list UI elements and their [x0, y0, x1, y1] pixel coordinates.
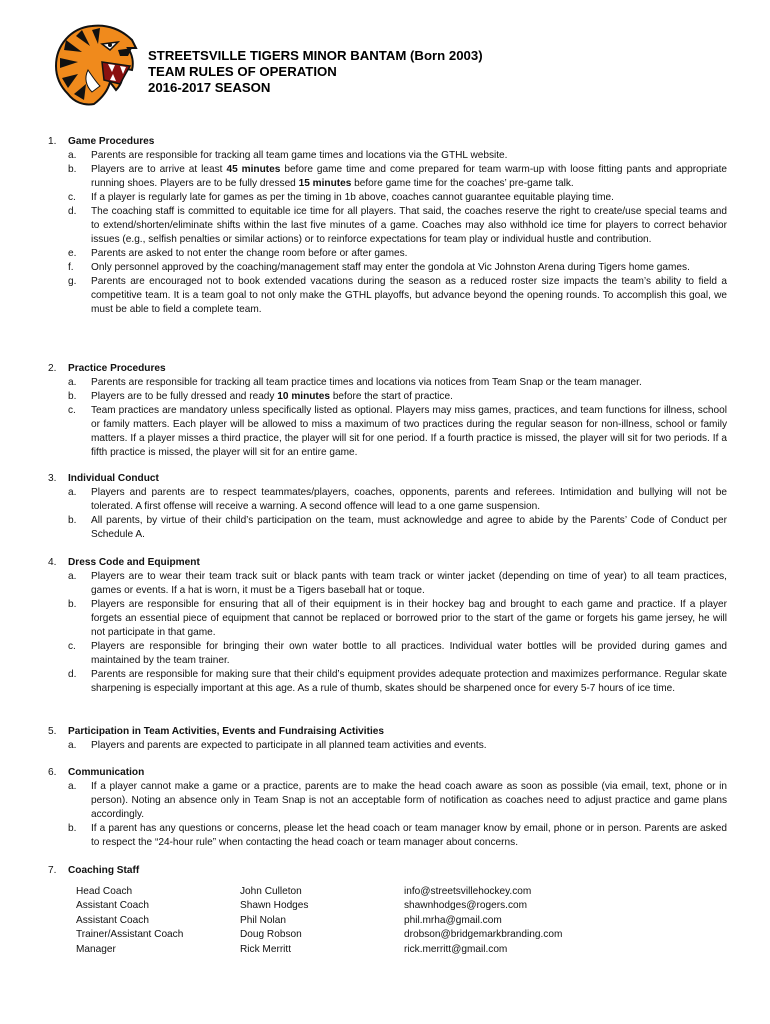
staff-name: Shawn Hodges: [240, 900, 309, 912]
rule-text: If a player cannot make a game or a practice, parents are to make the head coach aware as soon as possible (via email, text, phone or in person). Noting an absence only in Team Snap is not an acceptable form of notification as coaches need to adjust practice and game plans accordingly.: [91, 781, 727, 820]
rule-item: [0, 191, 770, 205]
rule-item: [0, 739, 770, 753]
rule-text: All parents, by virtue of their child’s participation on the team, must acknowledge and agree to abide by the Parents’ Code of Conduct per Schedule A.: [91, 515, 727, 540]
title-line-rules: TEAM RULES OF OPERATION: [148, 64, 337, 79]
emphasized-duration: 10 minutes: [277, 391, 331, 402]
section-heading: [0, 472, 770, 486]
tiger-head-logo-icon: [52, 22, 138, 106]
rule-item: [0, 668, 770, 696]
section-number: 1.: [48, 136, 57, 147]
staff-email[interactable]: info@streetsvillehockey.com: [404, 886, 532, 897]
section-heading: [0, 766, 770, 780]
staff-row: [76, 899, 676, 913]
rule-item: [0, 149, 770, 163]
section-individual-conduct: [0, 472, 770, 542]
coaching-staff-table: [76, 885, 676, 957]
rule-text: Parents are responsible for tracking all team practice times and locations via notices from Team Snap or the team manager.: [91, 377, 642, 388]
rule-text: Players are responsible for ensuring that all of their equipment is in their hockey bag and brought to each game and practice. If a player forgets an essential piece of equipment that cannot be replaced or borrowed prior to the start of the game or forgets his game jersey, he will not participate in that game.: [91, 599, 727, 638]
staff-row: [76, 928, 676, 942]
rule-item: [0, 404, 770, 460]
staff-email[interactable]: rick.merritt@gmail.com: [404, 943, 508, 955]
rule-item: [0, 376, 770, 390]
section-heading: [0, 362, 770, 376]
section-heading: [0, 725, 770, 739]
rule-text: Team practices are mandatory unless specifically listed as optional. Players may miss games, practices, and team functions for illness, school or family matters. Each player will be allowed to miss a maximum of two practices during the regular season for non-illness, school or family matters. If a player misses a third practice, the player will sit for one period. If a fourth practice is missed, the player will sit for two periods. If a fifth practice is missed, the player will sit for an entire game.: [91, 405, 727, 458]
staff-email[interactable]: drobson@bridgemarkbranding.com: [404, 929, 563, 941]
section-title: Individual Conduct: [68, 473, 159, 484]
section-title: Game Procedures: [68, 136, 155, 147]
rule-letter: c.: [68, 192, 76, 203]
rule-letter: d.: [68, 206, 77, 217]
rule-text: Parents are responsible for making sure that their child’s equipment provides adequate protection and maximizes performance. Regular skate sharpening is especially important at this age. As a rule of thumb, skates should be sharpened once for every 5-7 hours of ice time.: [91, 669, 727, 694]
section-number: 3.: [48, 473, 57, 484]
section-game-procedures: [0, 135, 770, 317]
title-line-season: 2016-2017 SEASON: [148, 80, 271, 95]
rule-item: [0, 514, 770, 542]
rule-text: If a player is regularly late for games as per the timing in 1b above, coaches cannot guarantee equitable playing time.: [91, 192, 614, 203]
staff-row: [76, 885, 676, 899]
rule-text: Parents are responsible for tracking all team game times and locations via the GTHL website.: [91, 150, 508, 161]
section-number: 5.: [48, 726, 57, 737]
section-heading: [0, 556, 770, 570]
rule-letter: a.: [68, 377, 77, 388]
rule-letter: a.: [68, 740, 77, 751]
staff-row: [76, 914, 676, 928]
staff-name: Doug Robson: [240, 929, 302, 941]
emphasized-duration: 45 minutes: [226, 164, 281, 175]
rule-item: [0, 247, 770, 261]
section-heading: [0, 135, 770, 149]
rule-letter: a.: [68, 150, 77, 161]
staff-email[interactable]: shawnhodges@rogers.com: [404, 900, 528, 912]
rule-letter: a.: [68, 781, 77, 792]
rule-text: Players are responsible for bringing their own water bottle to all practices. Individual water bottles will be provided during games and maintained by the team trainer.: [91, 641, 727, 666]
rule-item: [0, 205, 770, 247]
rule-letter: c.: [68, 405, 76, 416]
rule-letter: a.: [68, 571, 77, 582]
rule-text: If a parent has any questions or concerns, please let the head coach or team manager know by email, phone or in person. Parents are asked to respect the “24-hour rule” when contacting the head coach or team manager about concerns.: [91, 823, 727, 848]
rule-text: Players are to arrive at least 45 minutes before game time and come prepared for team warm-up with loose fitting pants and appropriate running shoes. Players are to be fully dressed 15 minutes before game time for the coaches’ pre-game talk.: [91, 164, 728, 189]
section-communication: [0, 766, 770, 850]
staff-role: Assistant Coach: [76, 900, 149, 912]
rule-item: [0, 261, 770, 275]
staff-email[interactable]: phil.mrha@gmail.com: [404, 914, 502, 926]
rule-text: Players are to wear their team track suit or black pants with team track or winter jacket (depending on time of year) to all team practices, games or events. If a hat is worn, it must be a Tigers baseball hat or toque.: [91, 571, 727, 596]
rule-item: [0, 390, 770, 404]
staff-role: Manager: [76, 943, 116, 955]
rule-item: [0, 486, 770, 514]
rule-item: [0, 570, 770, 598]
section-coaching-staff: [0, 864, 770, 878]
document-title: [148, 48, 483, 96]
staff-name: Phil Nolan: [240, 914, 287, 926]
rule-item: [0, 275, 770, 317]
rule-letter: c.: [68, 641, 76, 652]
title-line-team: STREETSVILLE TIGERS MINOR BANTAM (Born 2003): [148, 48, 483, 63]
section-title: Coaching Staff: [68, 865, 140, 876]
staff-role: Trainer/Assistant Coach: [76, 929, 184, 941]
rule-text: The coaching staff is committed to equitable ice time for all players. That said, the coaches reserve the right to create/use special teams and to extend/shorten/eliminate shifts within the last five minutes of a game. Coaches may also withhold ice time for players to correct behavior issues (e.g., selfish penalties or similar actions) or to reinforce expectations for team play or individual hustle and contribution.: [91, 206, 727, 245]
rule-letter: a.: [68, 487, 77, 498]
section-number: 6.: [48, 767, 57, 778]
rule-text: Only personnel approved by the coaching/management staff may enter the gondola at Vic Johnston Arena during Tigers home games.: [91, 262, 690, 273]
rule-letter: f.: [68, 262, 74, 273]
staff-role: Assistant Coach: [76, 914, 149, 926]
rule-letter: b.: [68, 391, 77, 402]
section-number: 7.: [48, 865, 57, 876]
section-title: Practice Procedures: [68, 363, 166, 374]
rule-letter: e.: [68, 248, 77, 259]
rule-letter: g.: [68, 276, 77, 287]
section-practice-procedures: [0, 362, 770, 460]
section-title: Communication: [68, 767, 145, 778]
rule-text: Parents are asked to not enter the change room before or after games.: [91, 248, 408, 259]
staff-name: Rick Merritt: [240, 943, 292, 955]
rule-item: [0, 780, 770, 822]
section-heading: [0, 864, 770, 878]
staff-row: [76, 943, 676, 957]
rule-item: [0, 640, 770, 668]
rule-letter: b.: [68, 164, 77, 175]
rule-text: Players and parents are expected to participate in all planned team activities and events.: [91, 740, 487, 751]
rule-text: Players and parents are to respect teammates/players, coaches, opponents, parents and referees. Intimidation and bullying will not be tolerated. A first offense will receive a warning. A second offence will lead to a one game suspension.: [91, 487, 727, 512]
rule-text: Parents are encouraged not to book extended vacations during the season as a reduced roster size impacts the team’s ability to field a competitive team. It is a team goal to not only make the GTHL playoffs, but advance beyond the opening rounds. To accomplish this goal, we must be able to field a complete team.: [91, 276, 727, 315]
rule-item: [0, 822, 770, 850]
section-dress-code-equipment: [0, 556, 770, 696]
rule-letter: b.: [68, 823, 77, 834]
section-number: 2.: [48, 363, 57, 374]
rule-item: [0, 163, 770, 191]
rule-letter: b.: [68, 599, 77, 610]
emphasized-duration: 15 minutes: [298, 178, 352, 189]
section-title: Dress Code and Equipment: [68, 557, 200, 568]
rule-letter: b.: [68, 515, 77, 526]
staff-name: John Culleton: [240, 886, 302, 897]
rule-item: [0, 598, 770, 640]
staff-role: Head Coach: [76, 886, 133, 897]
rule-text: Players are to be fully dressed and ready 10 minutes before the start of practice.: [91, 391, 453, 402]
section-title: Participation in Team Activities, Events and Fundraising Activities: [68, 726, 384, 737]
section-number: 4.: [48, 557, 57, 568]
section-participation: [0, 725, 770, 753]
rule-letter: d.: [68, 669, 77, 680]
